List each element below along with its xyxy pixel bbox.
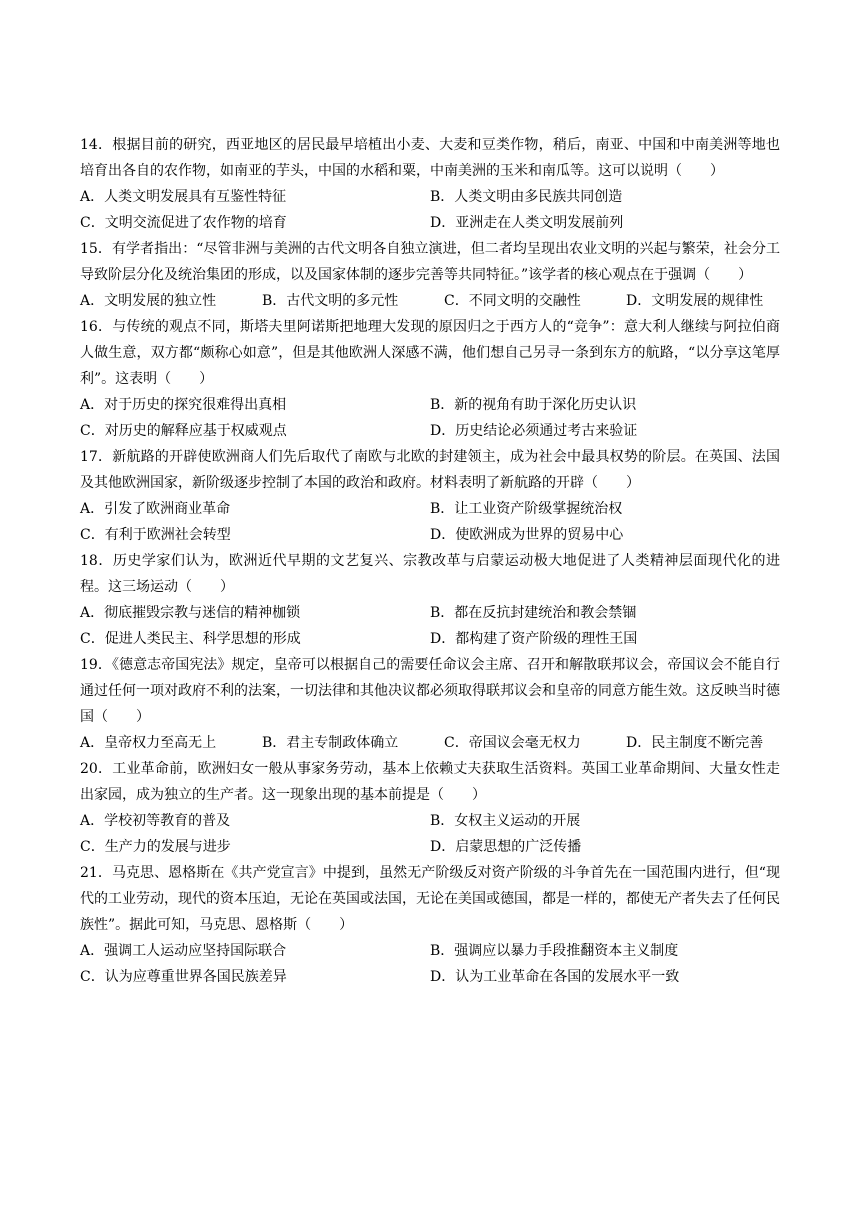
question-14 [80,132,780,236]
option-group [80,392,780,444]
option-a[interactable]: A．对于历史的探究很难得出真相 [80,397,287,413]
question-stem: 18．历史学家们认为，欧洲近代早期的文艺复兴、宗教改革与启蒙运动极大地促进了人类精神层面现代化的进程。这三场运动（ ） [80,553,780,595]
option-a[interactable]: A．皇帝权力至高无上 [80,735,217,751]
option-b[interactable]: B．古代文明的多元性 [262,293,399,309]
question-20 [80,756,780,860]
option-b[interactable]: B．女权主义运动的开展 [430,813,581,829]
option-c[interactable]: C．促进人类民主、科学思想的形成 [80,631,301,647]
option-d[interactable]: D．亚洲走在人类文明发展前列 [430,215,624,231]
option-group [80,938,780,990]
option-group [80,288,780,314]
question-19 [80,652,780,756]
option-c[interactable]: C．生产力的发展与进步 [80,839,231,855]
option-a[interactable]: A．强调工人运动应坚持国际联合 [80,943,287,959]
question-stem: 20．工业革命前，欧洲妇女一般从事家务劳动，基本上依赖丈夫获取生活资料。英国工业革命期间、大量女性走出家园，成为独立的生产者。这一现象出现的基本前提是（ ） [80,761,780,803]
option-b[interactable]: B．都在反抗封建统治和教会禁锢 [430,605,637,621]
option-a[interactable]: A．学校初等教育的普及 [80,813,231,829]
question-16 [80,314,780,444]
question-stem: 21．马克思、恩格斯在《共产党宣言》中提到，虽然无产阶级反对资产阶级的斗争首先在一国范围内进行，但“现代的工业劳动，现代的资本压迫，无论在英国或法国，无论在美国或德国，都是一样的，都使无产者失去了任何民族性”。据此可知，马克思、恩格斯（ ） [80,865,780,933]
option-d[interactable]: D．使欧洲成为世界的贸易中心 [430,527,624,543]
question-15 [80,236,780,314]
question-21 [80,860,780,990]
option-d[interactable]: D．文明发展的规律性 [626,293,764,309]
option-b[interactable]: B．君主专制政体确立 [262,735,399,751]
option-d[interactable]: D．都构建了资产阶级的理性王国 [430,631,638,647]
option-c[interactable]: C．认为应尊重世界各国民族差异 [80,969,287,985]
option-group [80,184,780,236]
question-stem: 15．有学者指出：“尽管非洲与美洲的古代文明各自独立演进，但二者均呈现出农业文明的兴起与繁荣，社会分工导致阶层分化及统治集团的形成，以及国家体制的逐步完善等共同特征。”该学者的核心观点在于强调（ ） [80,241,780,283]
option-b[interactable]: B．让工业资产阶级掌握统治权 [430,501,623,517]
option-d[interactable]: D．启蒙思想的广泛传播 [430,839,582,855]
option-d[interactable]: D．历史结论必须通过考古来验证 [430,423,638,439]
option-group [80,730,780,756]
option-c[interactable]: C．帝国议会毫无权力 [444,735,581,751]
option-a[interactable]: A．文明发展的独立性 [80,293,217,309]
option-c[interactable]: C．有利于欧洲社会转型 [80,527,231,543]
question-stem: 16．与传统的观点不同，斯塔夫里阿诺斯把地理大发现的原因归之于西方人的“竞争”：意大利人继续与阿拉伯商人做生意，双方都“颇称心如意”，但是其他欧洲人深感不满，他们想自己另寻一条到东方的航路，“以分享这笔厚利”。这表明（ ） [80,319,780,387]
option-b[interactable]: B．强调应以暴力手段推翻资本主义制度 [430,943,679,959]
option-group [80,496,780,548]
option-d[interactable]: D．民主制度不断完善 [626,735,764,751]
option-a[interactable]: A．引发了欧洲商业革命 [80,501,231,517]
question-17 [80,444,780,548]
option-b[interactable]: B．新的视角有助于深化历史认识 [430,397,637,413]
question-18 [80,548,780,652]
option-group [80,600,780,652]
question-stem: 14．根据目前的研究，西亚地区的居民最早培植出小麦、大麦和豆类作物，稍后，南亚、中国和中南美洲等地也培育出各自的农作物，如南亚的芋头，中国的水稻和粟，中南美洲的玉米和南瓜等。这可以说明（ ） [80,137,780,179]
question-stem: 17．新航路的开辟使欧洲商人们先后取代了南欧与北欧的封建领主，成为社会中最具权势的阶层。在英国、法国及其他欧洲国家，新阶级逐步控制了本国的政治和政府。材料表明了新航路的开辟（ ） [80,449,780,491]
option-d[interactable]: D．认为工业革命在各国的发展水平一致 [430,969,680,985]
question-list [80,132,780,990]
option-a[interactable]: A．人类文明发展具有互鉴性特征 [80,189,287,205]
option-c[interactable]: C．文明交流促进了农作物的培育 [80,215,287,231]
option-c[interactable]: C．不同文明的交融性 [444,293,581,309]
question-stem: 19．《德意志帝国宪法》规定，皇帝可以根据自己的需要任命议会主席、召开和解散联邦议会，帝国议会不能自行通过任何一项对政府不利的法案，一切法律和其他决议都必须取得联邦议会和皇帝的同意方能生效。这反映当时德国（ ） [80,657,780,725]
option-a[interactable]: A．彻底摧毁宗教与迷信的精神枷锁 [80,605,301,621]
option-b[interactable]: B．人类文明由多民族共同创造 [430,189,623,205]
option-c[interactable]: C．对历史的解释应基于权威观点 [80,423,287,439]
option-group [80,808,780,860]
